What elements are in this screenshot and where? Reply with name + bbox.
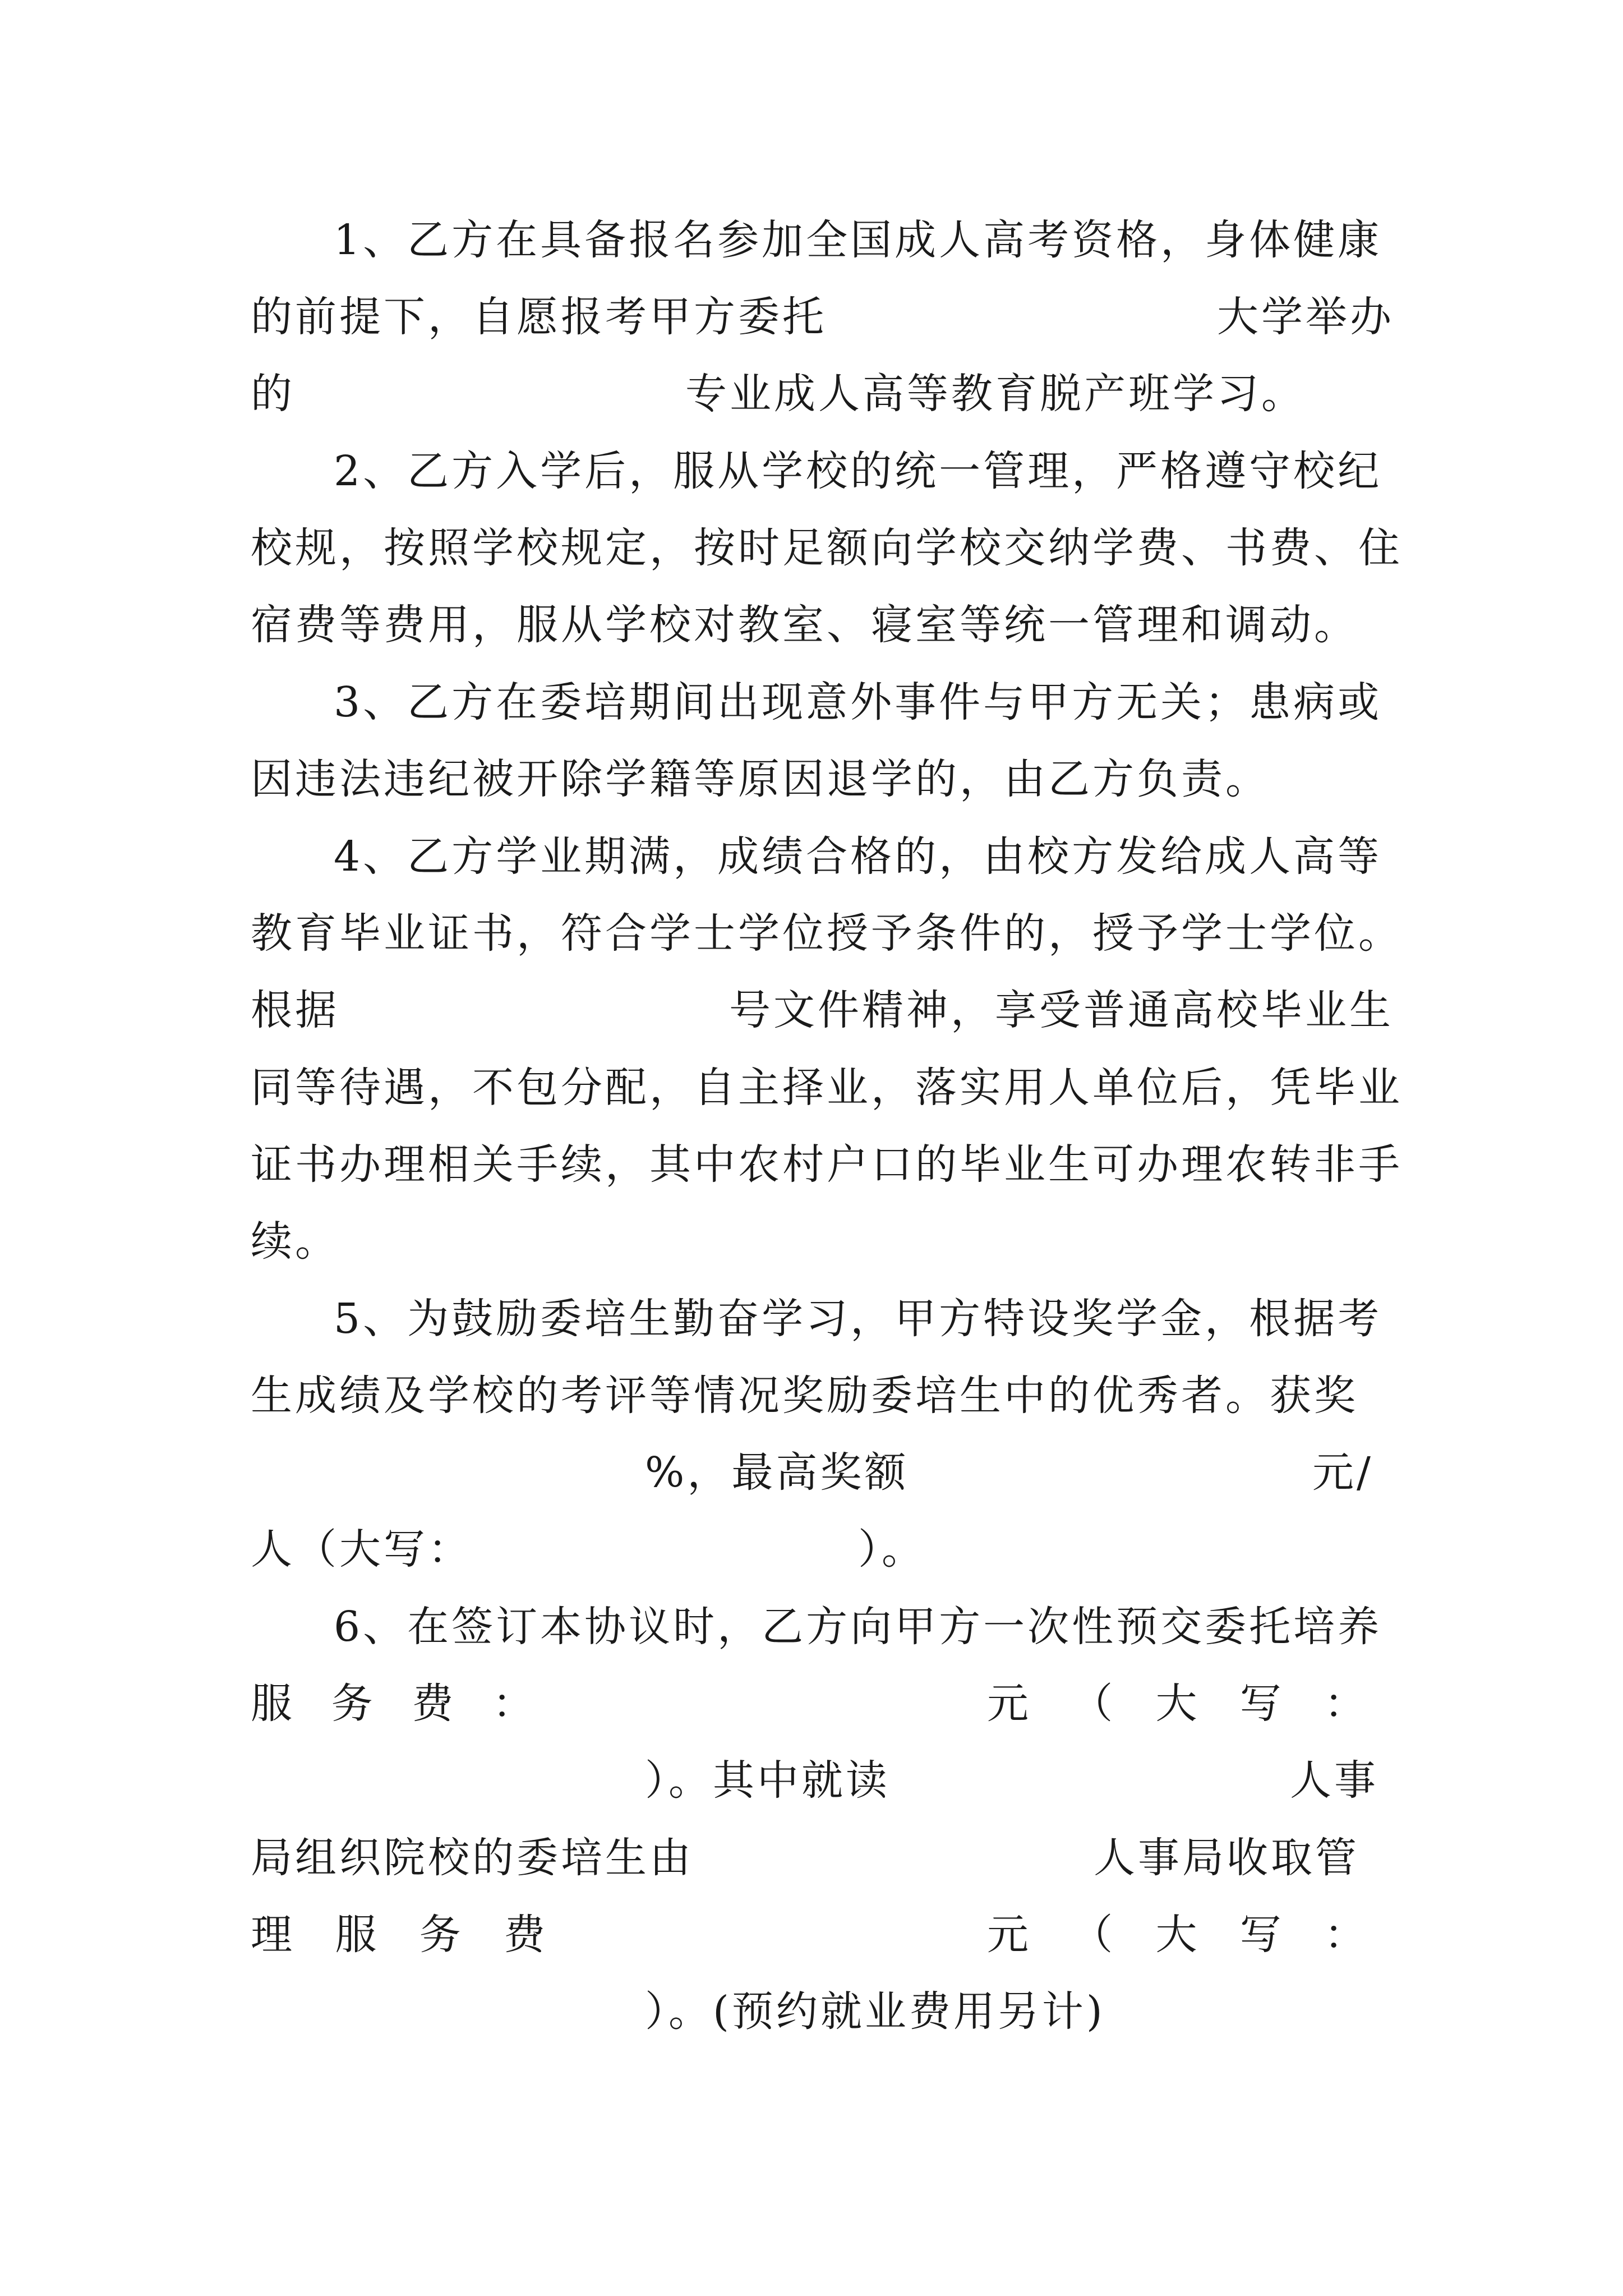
clause-1-line-1: 1、乙方在具备报名参加全国成人高考资格，身体健康: [334, 216, 1382, 264]
clause-5-line-3-start: %，最高奖额: [645, 1448, 909, 1497]
clause-6-line-4-end: 人事局收取管: [1094, 1834, 1359, 1882]
clause-6-line-2-end: [987, 1676, 1368, 1732]
clause-5-line-2: 生成绩及学校的考评等情况奖励委培生中的优秀者。获奖: [251, 1372, 1358, 1420]
clause-5-line-3-end: 元/: [1312, 1448, 1373, 1497]
clause-4-line-1: 4、乙方学业期满，成绩合格的，由校方发给成人高等: [334, 832, 1382, 881]
clause-4-line-3-start: 根据: [251, 986, 339, 1034]
clause-4-line-2: 教育毕业证书，符合学士学位授予条件的，授予学士学位。: [251, 909, 1403, 958]
clause-2-line-3: 宿费等费用，服从学校对教室、寝室等统一管理和调动。: [251, 601, 1358, 649]
char: ：: [1324, 1680, 1368, 1728]
char: 元: [987, 1911, 1031, 1959]
clause-4-line-5: 证书办理相关手续，其中农村户口的毕业生可办理农转非手: [251, 1140, 1403, 1189]
clause-1-line-2-start: 的前提下，自愿报考甲方委托: [251, 293, 827, 341]
char: ：: [1324, 1911, 1368, 1959]
clause-2-line-2: 校规，按照学校规定，按时足额向学校交纳学费、书费、住: [251, 524, 1403, 572]
clause-5-line-4-end: ）。: [858, 1525, 926, 1573]
clause-4-line-3-end: 号文件精神，享受普通高校毕业生: [729, 986, 1394, 1034]
clause-6-line-1: 6、在签订本协议时，乙方向甲方一次性预交委托培养: [334, 1603, 1382, 1651]
char: 写: [1239, 1680, 1284, 1728]
clause-3-line-1: 3、乙方在委培期间出现意外事件与甲方无关；患病或: [334, 678, 1382, 726]
char: 费: [503, 1911, 548, 1959]
char: （: [1071, 1911, 1116, 1959]
char: ：: [492, 1680, 537, 1728]
char: 大: [1155, 1911, 1200, 1959]
char: 服: [251, 1680, 295, 1728]
char: 理: [251, 1911, 295, 1959]
char: 写: [1239, 1911, 1284, 1959]
clause-5-line-1: 5、为鼓励委培生勤奋学习，甲方特设奖学金，根据考: [334, 1295, 1382, 1343]
clause-6-line-5-end: [987, 1907, 1368, 1963]
clause-6-line-2-start: [251, 1676, 537, 1732]
clause-6-line-3-start: ）。其中就读: [645, 1756, 890, 1805]
char: 大: [1155, 1680, 1200, 1728]
char: 元: [987, 1680, 1031, 1728]
clause-6-line-3-end: 人事: [1290, 1756, 1378, 1805]
clause-2-line-1: 2、乙方入学后，服从学校的统一管理，严格遵守校纪: [334, 447, 1382, 495]
char: 务: [419, 1911, 464, 1959]
char: 务: [331, 1680, 376, 1728]
clause-1-line-3-start: 的: [251, 370, 295, 418]
char: 服: [335, 1911, 380, 1959]
clause-4-line-4: 同等待遇，不包分配，自主择业，落实用人单位后，凭毕业: [251, 1064, 1403, 1112]
clause-6-line-6: ）。(预约就业费用另计): [645, 1987, 1105, 2036]
clause-6-line-4-start: 局组织院校的委培生由: [251, 1834, 694, 1882]
clause-3-line-2: 因违法违纪被开除学籍等原因退学的，由乙方负责。: [251, 755, 1270, 803]
char: 费: [412, 1680, 457, 1728]
clause-1-line-3-end: 专业成人高等教育脱产班学习。: [685, 370, 1306, 418]
clause-5-line-4-start: 人（大写：: [251, 1525, 472, 1573]
clause-4-line-6: 续。: [251, 1217, 339, 1266]
char: （: [1071, 1680, 1116, 1728]
clause-6-line-5-start: [251, 1907, 548, 1963]
clause-1-line-2-end: 大学举办: [1217, 293, 1394, 341]
